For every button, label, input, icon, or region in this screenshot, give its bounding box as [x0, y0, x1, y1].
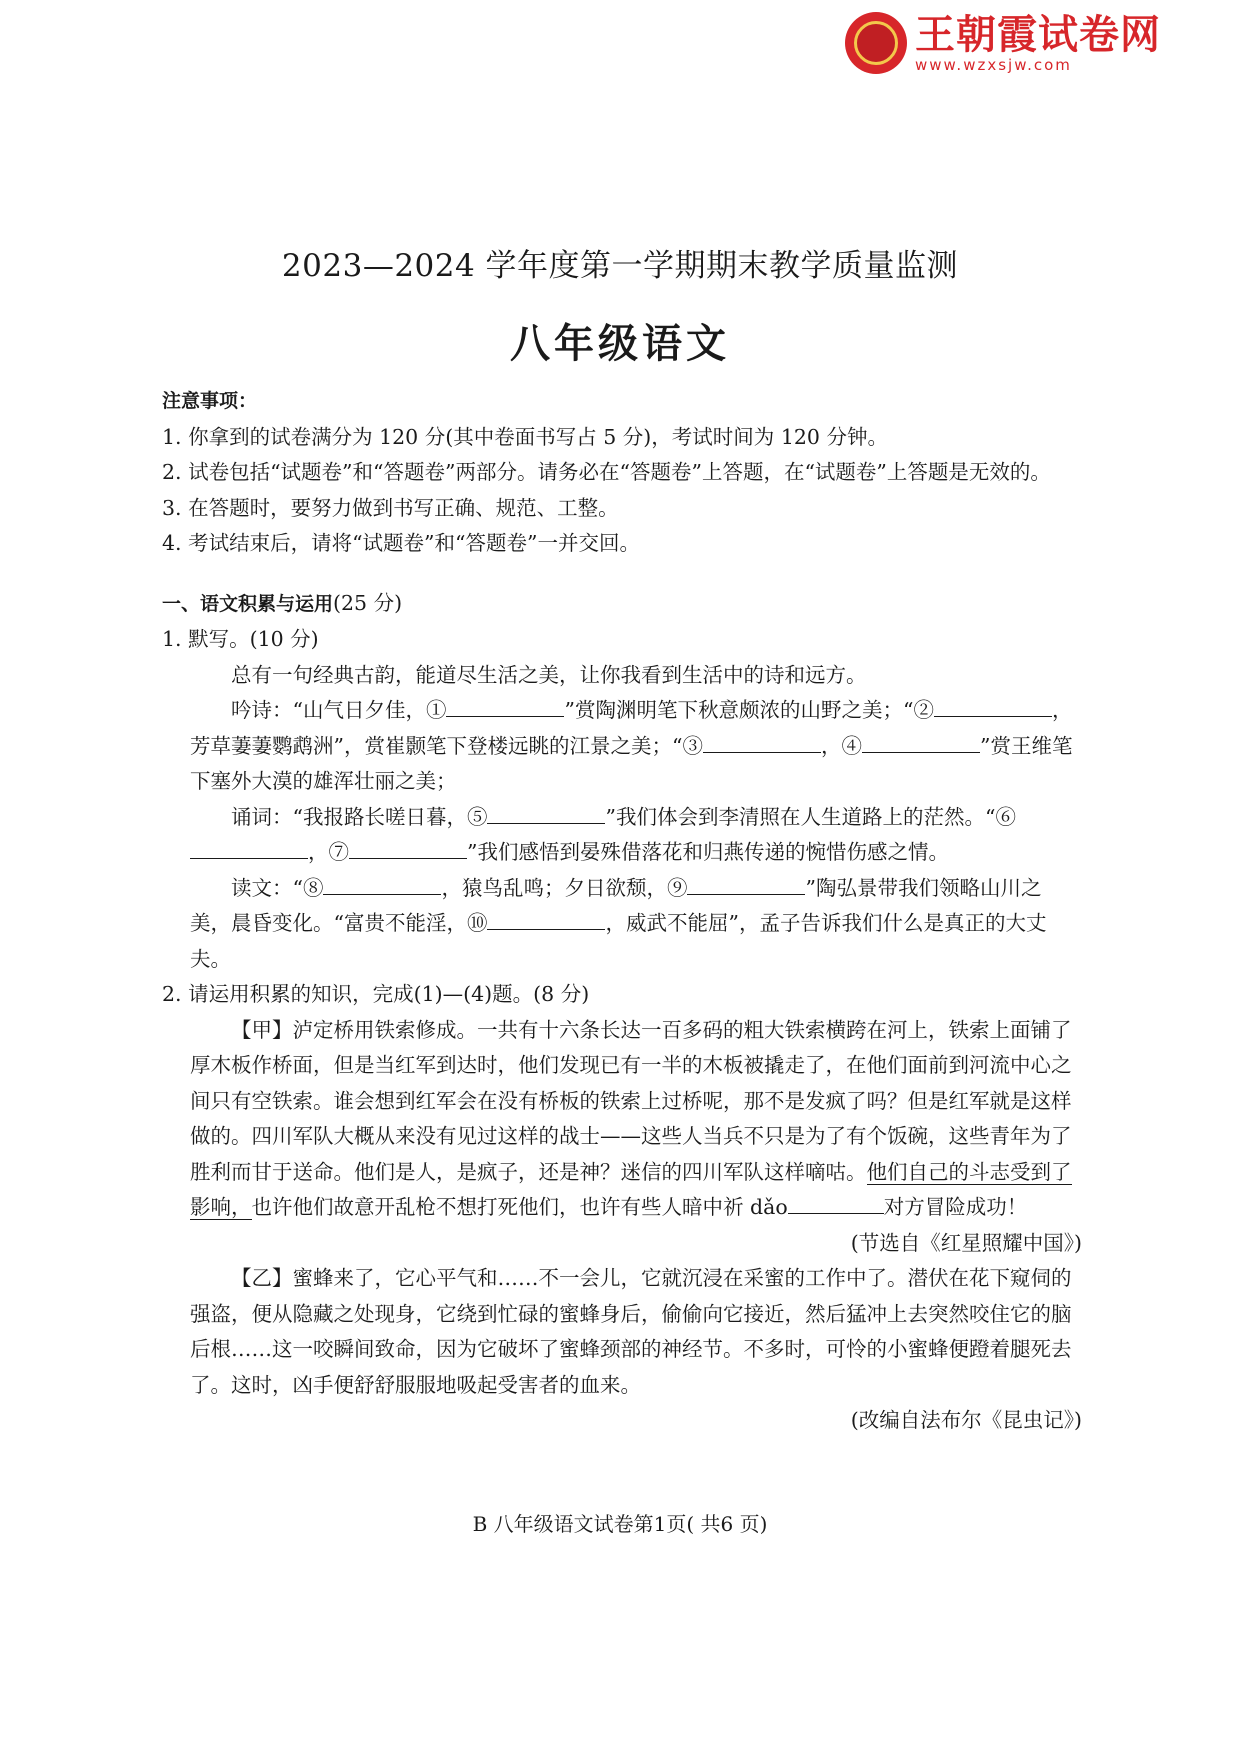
answer-blank[interactable]	[190, 836, 308, 859]
q1-poem: 吟诗：“山气日夕佳，① ”赏陶渊明笔下秋意颇浓的山野之美；“② ，芳草萋萋鹦鹉洲”，赏崔颢笔下登楼远眺的江景之美；“③ ，④ ”赏王维笔下塞外大漠的雄浑壮丽之美；	[162, 693, 1082, 800]
answer-blank[interactable]	[788, 1191, 884, 1214]
notice-item: 3. 在答题时，要努力做到书写正确、规范、工整。	[162, 495, 619, 520]
answer-blank[interactable]	[487, 801, 605, 824]
answer-blank[interactable]	[703, 730, 821, 753]
page-footer: B 八年级语文试卷第1页( 共6 页)	[472, 1512, 768, 1536]
exam-content	[162, 384, 1082, 1439]
answer-blank[interactable]	[934, 694, 1052, 717]
q1-ci: 诵词：“我报路长嗟日暮，⑤ ”我们体会到李清照在人生道路上的茫然。“⑥，⑦ ”我们感悟到晏殊借落花和归燕传递的惋惜伤感之情。	[162, 800, 1082, 871]
source-jia: (节选自《红星照耀中国》)	[850, 1230, 1082, 1255]
passage-yi: 【乙】蜜蜂来了，它心平气和……不一会儿，它就沉浸在采蜜的工作中了。潜伏在花下窥伺的强盗，便从隐藏之处现身，它绕到忙碌的蜜蜂身后，偷偷向它接近，然后猛冲上去突然咬住它的脑后根……这一咬瞬间致命，因为它破坏了蜜蜂颈部的神经节。不多时，可怜的小蜜蜂便蹬着腿死去了。这时，凶手便舒舒服服地吸起受害者的血来。	[190, 1266, 1072, 1397]
section-heading: 一、语文积累与运用(25 分)	[162, 590, 403, 615]
q1-title: 1. 默写。(10 分)	[162, 627, 319, 651]
notice-item: 2. 试卷包括“试题卷”和“答题卷”两部分。请务必在“答题卷”上答题，在“试题卷”上答题是无效的。	[162, 460, 1051, 484]
q2-title: 2. 请运用积累的知识，完成(1)—(4)题。(8 分)	[162, 982, 590, 1006]
answer-blank[interactable]	[687, 872, 805, 895]
answer-blank[interactable]	[487, 907, 605, 930]
passage-jia: 【甲】泸定桥用铁索修成。一共有十六条长达一百多码的粗大铁索横跨在河上，铁索上面铺了厚木板作桥面，但是当红军到达时，他们发现已有一半的木板被撬走了，在他们面前到河流中心之间只有空铁索。谁会想到红军会在没有桥板的铁索上过桥呢，那不是发疯了吗？但是红军就是这样做的。四川军队大概从来没有见过这样的战士——这些人当兵不只是为了有个饭碗，这些青年为了胜利而甘于送命。他们是人，是疯子，还是神？迷信的四川军队这样嘀咕。他们自己的斗志受到了影响，也许他们故意开乱枪不想打死他们，也许有些人暗中祈 dǎo 对方冒险成功！	[190, 1017, 1072, 1219]
source-yi: (改编自法布尔《昆虫记》)	[850, 1408, 1082, 1432]
logo-name: 王朝霞试卷网	[915, 12, 1161, 58]
notice-item: 1. 你拿到的试卷满分为 120 分(其中卷面书写占 5 分)，考试时间为 120 分钟。	[162, 424, 888, 449]
subject-title: 八年级语文	[510, 321, 730, 367]
underlined-sentence: 他们自己的斗志受到了影响，	[190, 1159, 1072, 1219]
notice-heading: 注意事项：	[162, 390, 258, 412]
logo-url: www.wzxsjw.com	[915, 56, 1072, 74]
site-logo	[845, 12, 1175, 74]
notice-item: 4. 考试结束后，请将“试题卷”和“答题卷”一并交回。	[162, 531, 640, 555]
q1-intro: 总有一句经典古韵，能道尽生活之美，让你我看到生活中的诗和远方。	[231, 662, 867, 687]
answer-blank[interactable]	[323, 872, 441, 895]
answer-blank[interactable]	[349, 836, 467, 859]
q1-wen: 读文：“⑧ ，猿鸟乱鸣；夕日欲颓，⑨ ”陶弘景带我们领略山川之美，晨昏变化。“富贵不能淫，⑩ ，威武不能屈”，孟子告诉我们什么是真正的大丈夫。	[162, 871, 1082, 978]
answer-blank[interactable]	[862, 730, 980, 753]
seal-icon	[845, 12, 907, 74]
exam-title: 2023—2024 学年度第一学期期末教学质量监测	[281, 248, 959, 284]
answer-blank[interactable]	[446, 694, 564, 717]
